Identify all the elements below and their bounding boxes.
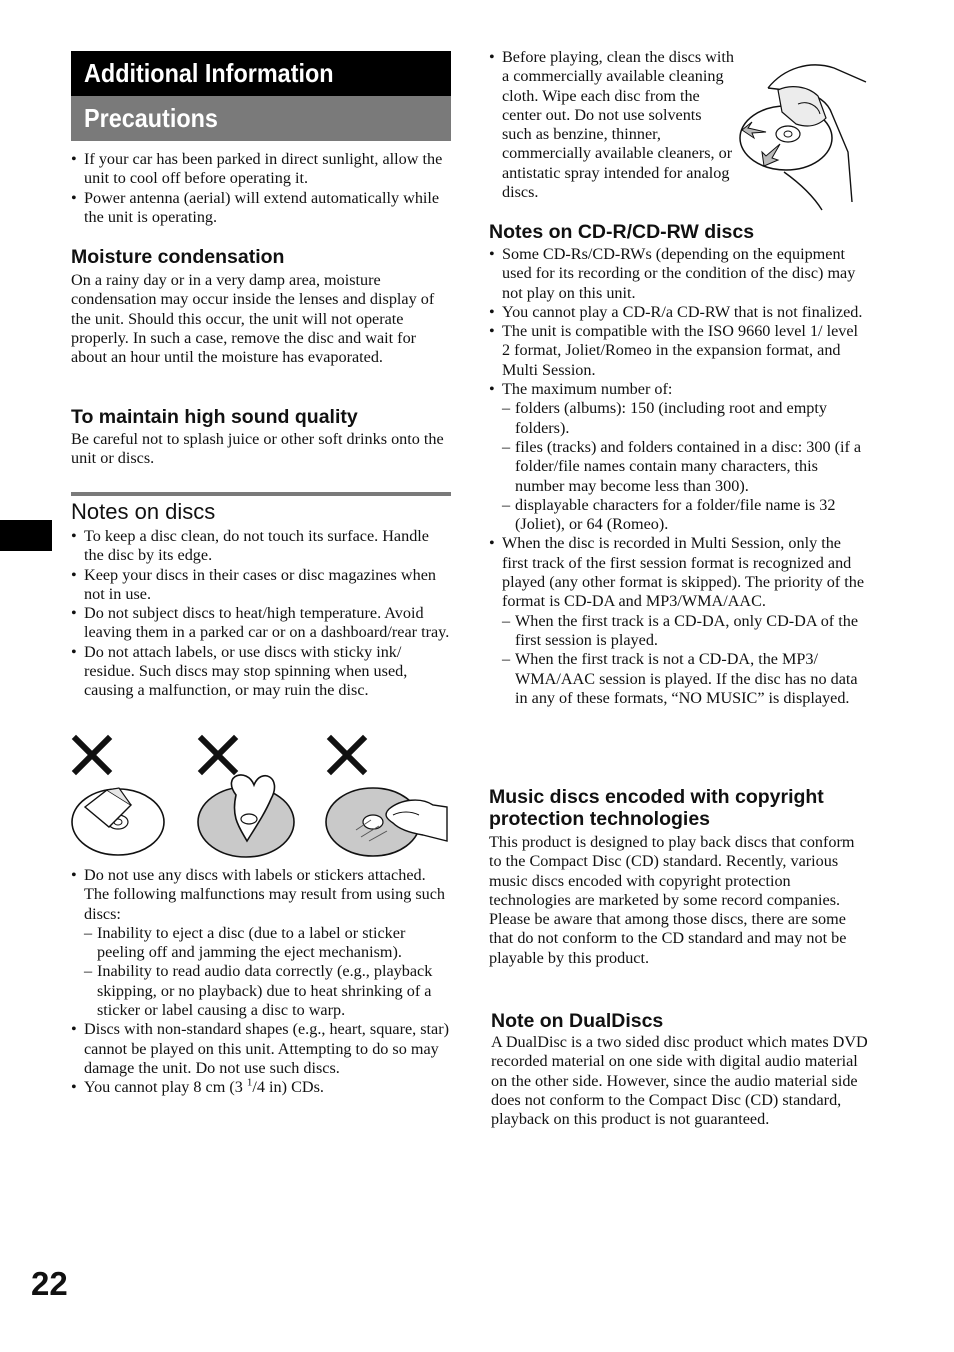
subsection-title-text: Precautions <box>84 103 218 133</box>
disc-with-sticky-residue-icon <box>326 788 447 856</box>
list-item <box>71 1078 451 1097</box>
list-item <box>489 534 869 708</box>
cross-mark-icon <box>76 739 108 771</box>
dualdisc-body: A DualDisc is a two sided disc product which mates DVD recorded material on one side with digital audio material on the other side. However, since the audio material side does not conform to the Compact Disc (CD) standard, playback on this product is not guaranteed. <box>491 1033 868 1129</box>
list-item: • Some CD-Rs/CD-RWs (depending on the equipment used for its recording or the condition of the disc) may not play on this unit. <box>489 245 869 303</box>
moisture-body: On a rainy day or in a very damp area, moisture condensation may occur inside the lenses and display of the unit. Should this occur, the unit will not operate properly. In such a case, remove the disc and wait for about an hour until the moisture has evaporated. <box>71 271 435 367</box>
cleaning-block <box>489 48 734 202</box>
sub-list-item: – Inability to read audio data correctly (e.g., playback skipping, or no playback) due to heat shrinking of a sticker or label causing a disc to warp. <box>71 962 451 1020</box>
cross-mark-icon <box>331 739 363 771</box>
copyright-body: This product is designed to play back discs that conform to the Compact Disc (CD) standard. Recently, various music discs encoded with copyright protection technologies are marketed by some record companies. Please be aware that among those discs, there are some that do not conform to the CD standard and may not be playable by this product. <box>489 833 855 967</box>
moisture-heading: Moisture condensation <box>71 246 285 268</box>
section-title <box>71 51 451 96</box>
disc-with-label-icon <box>72 788 164 855</box>
list-item <box>489 380 869 534</box>
sound-body: Be careful not to splash juice or other soft drinks onto the unit or discs. <box>71 430 444 468</box>
section-divider <box>71 492 451 496</box>
sub-list-item: – folders (albums): 150 (including root and empty folders). <box>489 399 869 438</box>
sub-list-item: – files (tracks) and folders contained in a disc: 300 (if a folder/file names contain many characters, this number may become less than 300). <box>489 438 869 496</box>
list-item: • Do not subject discs to heat/high temperature. Avoid leaving them in a parked car or on a dashboard/rear tray. <box>71 604 451 643</box>
cross-mark-icon <box>202 739 234 771</box>
labels-follow-text: The following malfunctions may result from using such discs: <box>84 885 446 923</box>
list-item: • You cannot play a CD-R/a CD-RW that is not finalized. <box>489 303 869 322</box>
labels-sub-list <box>71 924 451 1020</box>
sub-list-item: – When the first track is a CD-DA, only CD-DA of the first session is played. <box>489 612 869 651</box>
precautions-list <box>71 150 451 227</box>
cd8-sup: 1 <box>246 1076 253 1089</box>
precautions-list-block <box>71 150 451 227</box>
list-item: • The unit is compatible with the ISO 9660 level 1/ level 2 format, Joliet/Romeo in the expansion format, and Multi Session. <box>489 322 869 380</box>
discs-heading: Notes on discs <box>71 499 216 524</box>
multi-sub-list <box>489 612 869 708</box>
subsection-title <box>71 96 451 141</box>
max-sub-list <box>489 399 869 534</box>
cdr-list <box>489 245 869 708</box>
cdr-list-block <box>489 245 869 708</box>
heart-shaped-disc-icon <box>198 775 294 857</box>
labels-item-text: • Do not use any discs with labels or stickers attached. <box>84 866 426 884</box>
discs-list <box>71 527 451 701</box>
sound-heading: To maintain high sound quality <box>71 406 358 428</box>
chapter-tab-marker <box>0 520 52 551</box>
disc-cleaning-icon <box>738 62 870 212</box>
list-item: • Power antenna (aerial) will extend automatically while the unit is operating. <box>71 189 451 228</box>
multi-item-text: • When the disc is recorded in Multi Session, only the first track of the first session format is recognized and played (any other format is skipped). The priority of the format is CD-DA and MP3/WMA/AAC. <box>502 534 865 611</box>
list-item <box>71 866 451 1020</box>
disc-misuse-illustrations <box>71 735 451 860</box>
cdr-heading: Notes on CD-R/CD-RW discs <box>489 221 755 243</box>
discs-list-block <box>71 527 451 701</box>
discs-list-2 <box>71 866 451 1098</box>
section-title-text: Additional Information <box>84 58 334 88</box>
list-item: • Keep your discs in their cases or disc magazines when not in use. <box>71 566 451 605</box>
list-item: • Do not attach labels, or use discs with sticky ink/ residue. Such discs may stop spinning when used, causing a malfunction, or may ruin the disc. <box>71 643 451 701</box>
list-item: • To keep a disc clean, do not touch its surface. Handle the disc by its edge. <box>71 527 451 566</box>
discs-list-block-2 <box>71 866 451 1098</box>
max-item-text: • The maximum number of: <box>502 380 673 399</box>
sub-list-item: – Inability to eject a disc (due to a label or sticker peeling off and jamming the eject mechanism). <box>71 924 451 963</box>
list-item: • Discs with non-standard shapes (e.g., heart, square, star) cannot be played on this unit. Attempting to do so may damage the unit. Do not use such discs. <box>71 1020 451 1078</box>
cleaning-list <box>489 48 734 202</box>
page-number: 22 <box>31 1265 68 1302</box>
dualdisc-heading: Note on DualDiscs <box>491 1010 664 1032</box>
sub-list-item: – displayable characters for a folder/file name is 32 (Joliet), or 64 (Romeo). <box>489 496 869 535</box>
sub-list-item: – When the first track is not a CD-DA, the MP3/ WMA/AAC session is played. If the disc has no data in any of these formats, “NO MUSIC” is displayed. <box>489 650 869 708</box>
list-item: • Before playing, clean the discs with a commercially available cleaning cloth. Wipe each disc from the center out. Do not use solvents such as benzine, thinner, commercially available cleaners, or antistatic spray intended for analog discs. <box>489 48 734 202</box>
list-item: • If your car has been parked in direct sunlight, allow the unit to cool off before operating it. <box>71 150 451 189</box>
cd8-suffix: /4 in) CDs. <box>252 1078 324 1097</box>
cd8-prefix: You cannot play 8 cm (3 <box>84 1078 247 1097</box>
copyright-heading: Music discs encoded with copyright protection technologies <box>489 786 824 830</box>
